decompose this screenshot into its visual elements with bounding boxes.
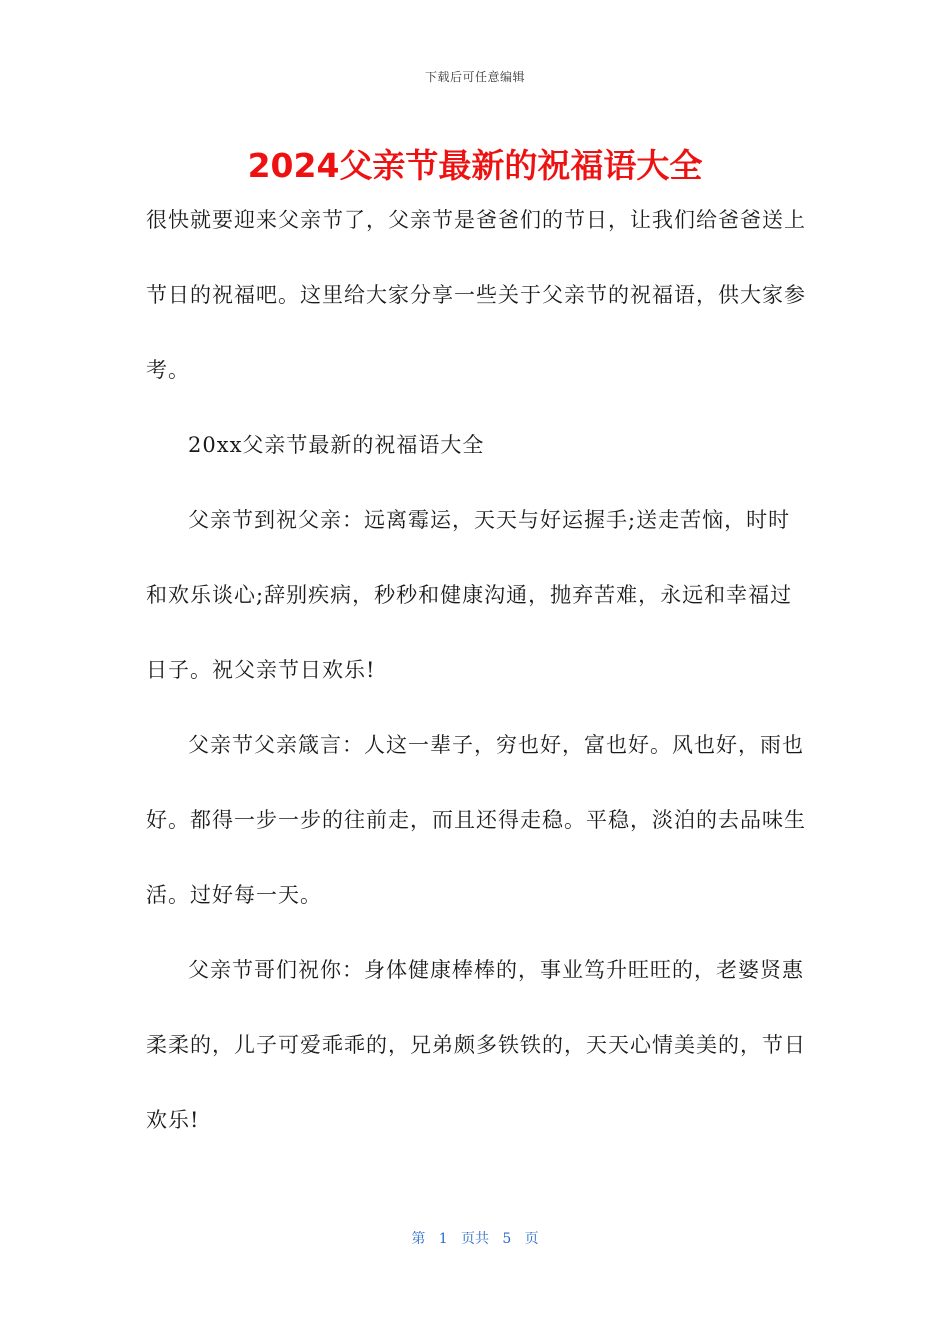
- paragraph-blessing-3: 父亲节哥们祝你：身体健康棒棒的，事业笃升旺旺的，老婆贤惠柔柔的，儿子可爱乖乖的，兄弟颇多铁铁的，天天心情美美的，节日欢乐!: [146, 958, 806, 1132]
- paragraph-blessing-1: 父亲节到祝父亲：远离霉运，天天与好运握手;送走苦恼，时时和欢乐谈心;辞别疾病，秒秒和健康沟通，抛弃苦难，永远和幸福过日子。祝父亲节日欢乐!: [146, 508, 793, 682]
- paragraph-blessing-2: 父亲节父亲箴言：人这一辈子，穷也好，富也好。风也好，雨也好。都得一步一步的往前走，而且还得走稳。平稳，淡泊的去品味生活。过好每一天。: [146, 733, 806, 907]
- page-label-prefix: 第: [411, 1231, 426, 1247]
- paragraph-subtitle: 20xx父亲节最新的祝福语大全: [188, 433, 485, 457]
- current-page-number: 1: [438, 1231, 448, 1247]
- paragraph-intro: 很快就要迎来父亲节了，父亲节是爸爸们的节日，让我们给爸爸送上节日的祝福吧。这里给大家分享一些关于父亲节的祝福语，供大家参考。: [146, 208, 806, 382]
- document-title: 2024父亲节最新的祝福语大全: [247, 146, 703, 185]
- page-label-middle: 页共: [461, 1231, 489, 1247]
- header-note: 下载后可任意编辑: [424, 70, 525, 84]
- page-footer: [0, 1228, 950, 1248]
- total-pages-number: 5: [502, 1231, 512, 1247]
- page-label-suffix: 页: [524, 1231, 539, 1247]
- document-body: [146, 183, 810, 1158]
